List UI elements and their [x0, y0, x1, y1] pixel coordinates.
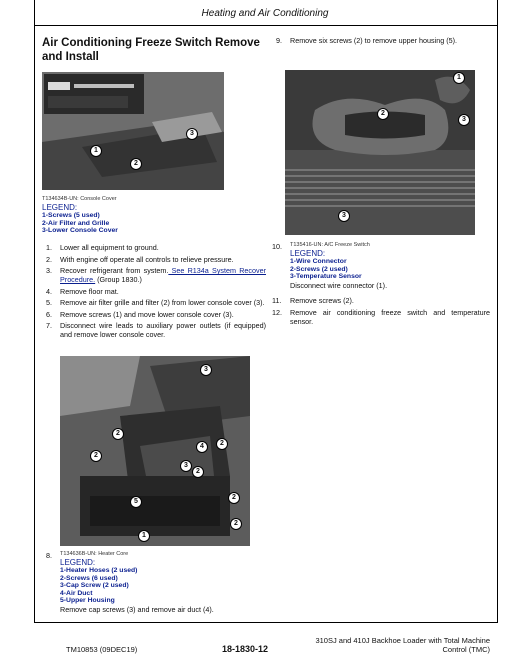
callout-1: 1 [453, 72, 465, 84]
step-item: 7. Disconnect wire leads to auxiliary power outlets (if equipped) and remove lower console cover. [46, 321, 266, 339]
callout-2: 2 [216, 438, 228, 450]
legend-heading: LEGEND: [42, 203, 78, 212]
step-item: 12. Remove air conditioning freeze switch and temperature sensor. [272, 307, 490, 326]
freeze-switch-photo [285, 70, 475, 235]
callout-1: 1 [90, 145, 102, 157]
legend-item: 2-Air Filter and Grille [42, 219, 110, 227]
callout-3: 3 [186, 128, 198, 140]
step-item: 2. With engine off operate all controls to relieve pressure. [46, 254, 234, 264]
callout-2: 2 [192, 466, 204, 478]
callout-2: 2 [90, 450, 102, 462]
step-text: Disconnect wire connector (1). [290, 280, 388, 290]
page-title: Air Conditioning Freeze Switch Remove and Install [42, 37, 260, 63]
callout-2: 2 [130, 158, 142, 170]
legend-item: 3-Temperature Sensor [290, 273, 362, 281]
heater-core-illustration [60, 356, 250, 546]
callout-3: 3 [200, 364, 212, 376]
footer-page-number: 18-1830-12 [222, 644, 269, 654]
legend-item: 2-Screws (6 used) [60, 574, 118, 582]
step-number: 8. [46, 551, 52, 560]
callout-1: 1 [138, 530, 150, 542]
legend-item: 4-Air Duct [60, 589, 93, 597]
header-rule [34, 25, 498, 26]
callout-2: 2 [112, 428, 124, 440]
legend-item: 2-Screws (2 used) [290, 265, 348, 273]
freeze-switch-illustration [285, 70, 475, 235]
step-list-right [272, 296, 490, 328]
legend-heading: LEGEND: [60, 558, 96, 567]
step-item: 1. Lower all equipment to ground. [46, 243, 159, 252]
legend-item: 1-Heater Hoses (2 used) [60, 567, 138, 574]
legend-heading: LEGEND: [290, 249, 326, 258]
step-number: 10. [272, 242, 282, 251]
console-cover-photo [42, 72, 224, 190]
recover-procedure-link[interactable]: See R134a System Recover Procedure. [60, 266, 266, 284]
figure-caption: T135416-UN: A/C Freeze Switch [290, 242, 370, 248]
running-header: Heating and Air Conditioning [201, 8, 329, 19]
callout-2: 2 [228, 492, 240, 504]
callout-4: 4 [196, 441, 208, 453]
legend-item: 3-Lower Console Cover [42, 227, 118, 235]
callout-3: 3 [180, 460, 192, 472]
figure-caption: T134636B-UN: Heater Core [60, 551, 129, 557]
step-item: 3. Recover refrigerant from system. See R134a System Recover Procedure. (Group 1830.) [46, 266, 266, 284]
step-item: 4. Remove floor mat. [46, 286, 119, 296]
callout-3: 2 [377, 108, 389, 120]
footer-doc-id: TM10853 (09DEC19) [66, 645, 138, 654]
step-text: Remove cap screws (3) and remove air duct (4). [60, 604, 214, 614]
step-list [42, 243, 266, 342]
figure-caption: T134634B-UN: Console Cover [42, 196, 117, 202]
callout-3: 3 [338, 210, 350, 222]
step-item: 9. Remove six screws (2) to remove upper housing (5). [276, 36, 457, 45]
footer-title: 310SJ and 410J Backhoe Loader with Total Machine Control (TMC) [315, 636, 490, 654]
callout-2: 3 [458, 114, 470, 126]
legend-item: 1-Screws (5 used) [42, 212, 100, 219]
legend-item: 5-Upper Housing [60, 597, 115, 605]
step-item: 6. Remove screws (1) and move lower console cover (3). [46, 309, 234, 319]
step-item: 5. Remove air filter grille and filter (2) from lower console cover (3). [46, 298, 265, 307]
callout-2: 2 [230, 518, 242, 530]
legend-item: 3-Cap Screw (2 used) [60, 582, 129, 590]
legend-item: 1-Wire Connector [290, 258, 347, 265]
callout-5: 5 [130, 496, 142, 508]
heater-core-photo [60, 356, 250, 546]
step-item: 11. Remove screws (2). [272, 296, 354, 305]
